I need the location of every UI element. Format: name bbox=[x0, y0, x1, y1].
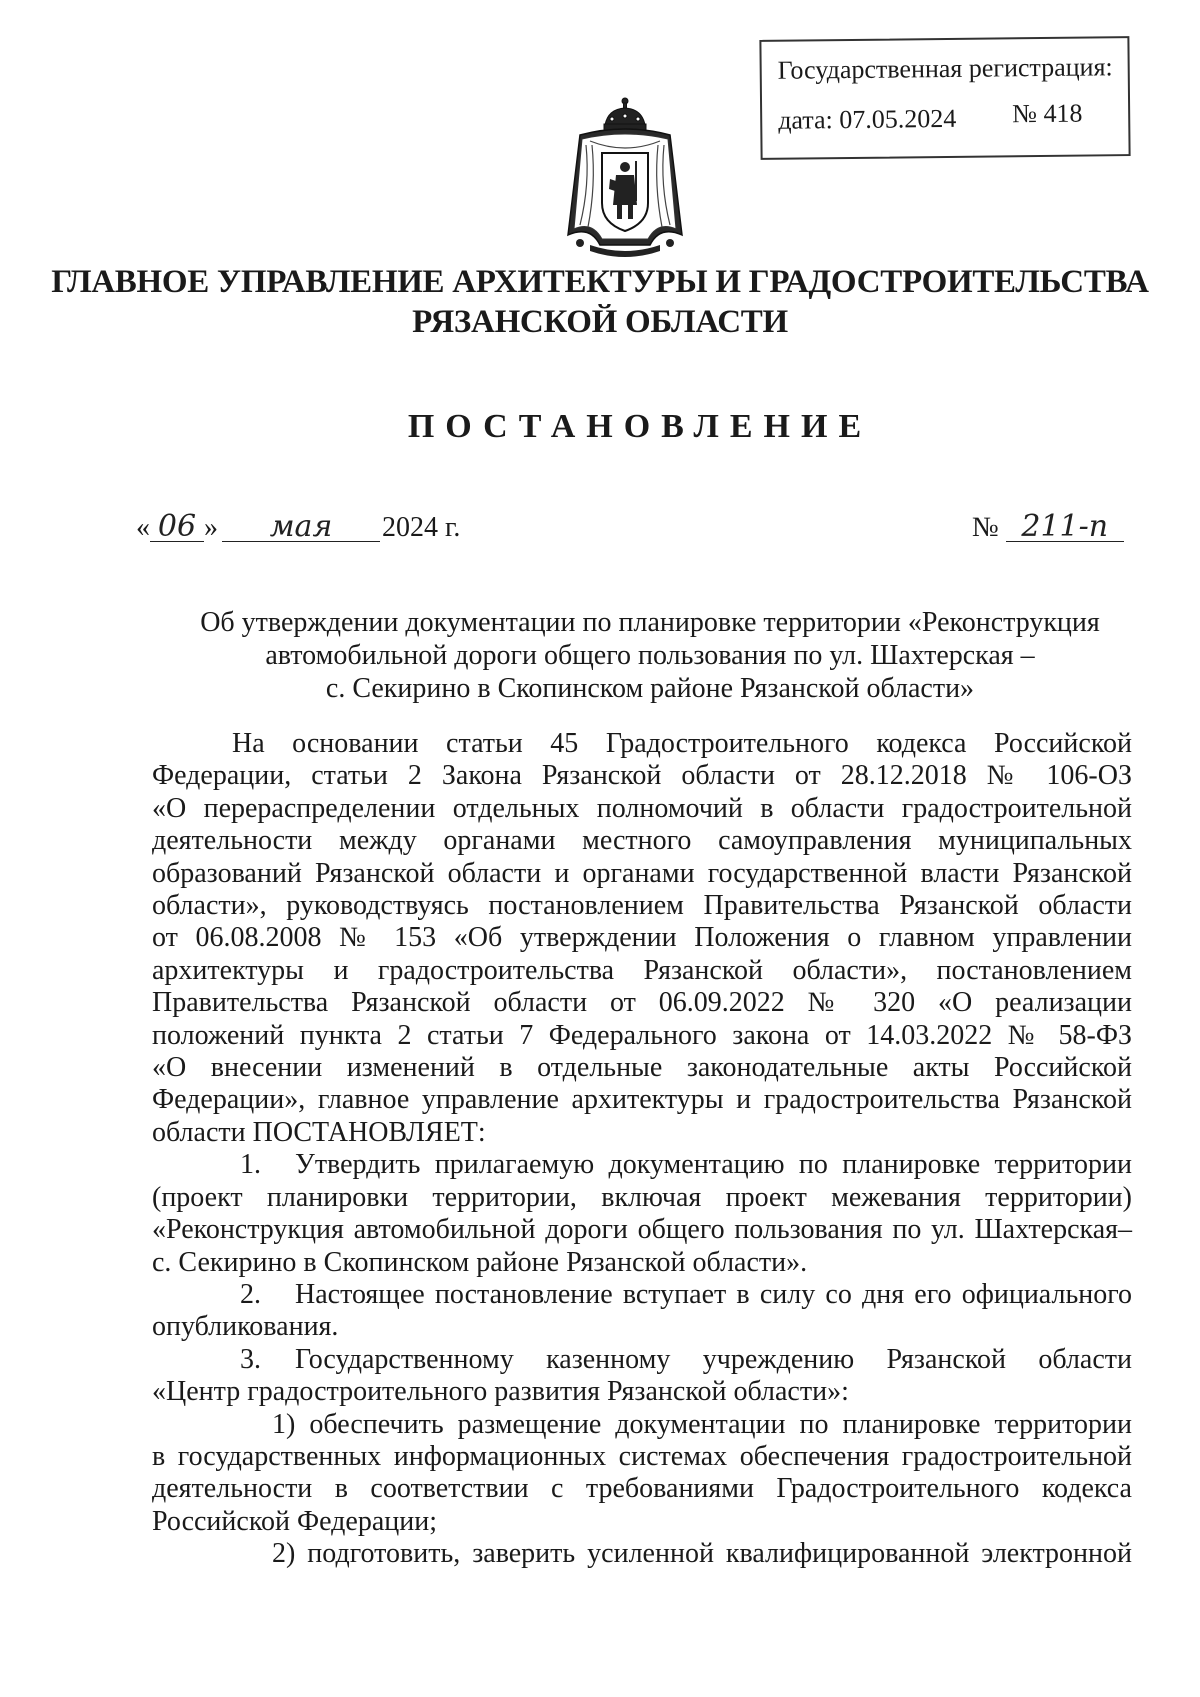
issue-number-prefix: № bbox=[972, 512, 999, 543]
body-line: образований Рязанской области и органами государственной власти Рязанской bbox=[152, 857, 1132, 889]
issue-month: мая bbox=[222, 513, 380, 542]
item-2 bbox=[152, 1279, 1132, 1344]
body-line: «О внесении изменений в отдельные законодательные акты Российской bbox=[152, 1052, 1132, 1084]
body-line: «Центр градостроительного развития Рязанской области»: bbox=[152, 1376, 849, 1408]
issue-date: « 06 » мая 2024 г. bbox=[136, 509, 461, 544]
organization-name-line2: РЯЗАНСКОЙ ОБЛАСТИ bbox=[412, 304, 788, 340]
issue-number-value: 211-п bbox=[1006, 513, 1124, 542]
subject-line: автомобильной дороги общего пользования по ул. Шахтерская – bbox=[265, 640, 1035, 671]
subitem-2 bbox=[152, 1538, 1132, 1570]
body-line: 2) подготовить, заверить усиленной квалифицированной электронной bbox=[272, 1538, 1132, 1570]
preamble-paragraph bbox=[152, 728, 1132, 1149]
item-number: 1. bbox=[240, 1149, 261, 1181]
body-line: области», руководствуясь постановлением Правительства Рязанской области bbox=[152, 890, 1132, 922]
item-3 bbox=[152, 1344, 1132, 1409]
body-line: опубликования. bbox=[152, 1311, 339, 1343]
body-line: (проект планировки территории, включая проект межевания территории) bbox=[152, 1181, 1132, 1213]
registration-date: дата: 07.05.2024 bbox=[778, 103, 957, 135]
organization-name-line1: ГЛАВНОЕ УПРАВЛЕНИЕ АРХИТЕКТУРЫ И ГРАДОСТРОИТЕЛЬСТВА bbox=[51, 264, 1149, 300]
issue-day: 06 bbox=[150, 513, 204, 542]
item-1 bbox=[152, 1149, 1132, 1279]
registration-title: Государственная регистрация: bbox=[777, 52, 1113, 85]
item-number: 3. bbox=[240, 1343, 261, 1375]
body-line: области ПОСТАНОВЛЯЕТ: bbox=[152, 1116, 486, 1148]
document-subject bbox=[130, 606, 1170, 705]
body-line: 1. Утвердить прилагаемую документацию по планировке территории bbox=[240, 1149, 1132, 1181]
body-line: с. Секирино в Скопинском районе Рязанской области». bbox=[152, 1246, 808, 1278]
body-line: в государственных информационных системах обеспечения градостроительной bbox=[152, 1440, 1132, 1472]
body-line: Федерации», главное управление архитектуры и градостроительства Рязанской bbox=[152, 1084, 1132, 1116]
subject-line: Об утверждении документации по планировке территории «Реконструкция bbox=[200, 607, 1100, 638]
body-line: 1) обеспечить размещение документации по планировке территории bbox=[272, 1408, 1132, 1440]
body-line: деятельности между органами местного самоуправления муниципальных bbox=[152, 825, 1132, 857]
body-line: положений пункта 2 статьи 7 Федерального закона от 14.03.2022 № 58-ФЗ bbox=[152, 1019, 1132, 1051]
coat-of-arms-icon bbox=[560, 95, 690, 260]
body-line: 3. Государственному казенному учреждению Рязанской области bbox=[240, 1343, 1132, 1375]
body-line: Правительства Рязанской области от 06.09.2022 № 320 «О реализации bbox=[152, 987, 1132, 1019]
issue-number bbox=[972, 509, 1124, 544]
registration-number: № 418 bbox=[1012, 98, 1083, 129]
body-line: деятельности в соответствии с требованиями Градостроительного кодекса bbox=[152, 1473, 1132, 1505]
document-type-title: ПОСТАНОВЛЕНИЕ bbox=[407, 408, 873, 445]
document-body bbox=[152, 728, 1132, 1571]
item-number: 2. bbox=[240, 1278, 261, 1310]
body-line: 2. Настоящее постановление вступает в силу со дня его официального bbox=[240, 1278, 1132, 1310]
subject-line: с. Секирино в Скопинском районе Рязанской области» bbox=[325, 673, 975, 704]
body-line: Российской Федерации; bbox=[152, 1505, 438, 1537]
issue-year: 2024 г. bbox=[382, 512, 461, 543]
body-line: Федерации, статьи 2 Закона Рязанской области от 28.12.2018 № 106-ОЗ bbox=[152, 760, 1132, 792]
body-line: На основании статьи 45 Градостроительного кодекса Российской bbox=[232, 728, 1132, 759]
body-line: архитектуры и градостроительства Рязанской области», постановлением bbox=[152, 954, 1132, 986]
body-line: «Реконструкция автомобильной дороги общего пользования по ул. Шахтерская– bbox=[152, 1214, 1132, 1246]
body-line: «О перераспределении отдельных полномочий в области градостроительной bbox=[152, 792, 1132, 824]
registration-stamp bbox=[759, 36, 1130, 160]
body-line: от 06.08.2008 № 153 «Об утверждении Положения о главном управлении bbox=[152, 922, 1132, 954]
subitem-1 bbox=[152, 1409, 1132, 1539]
